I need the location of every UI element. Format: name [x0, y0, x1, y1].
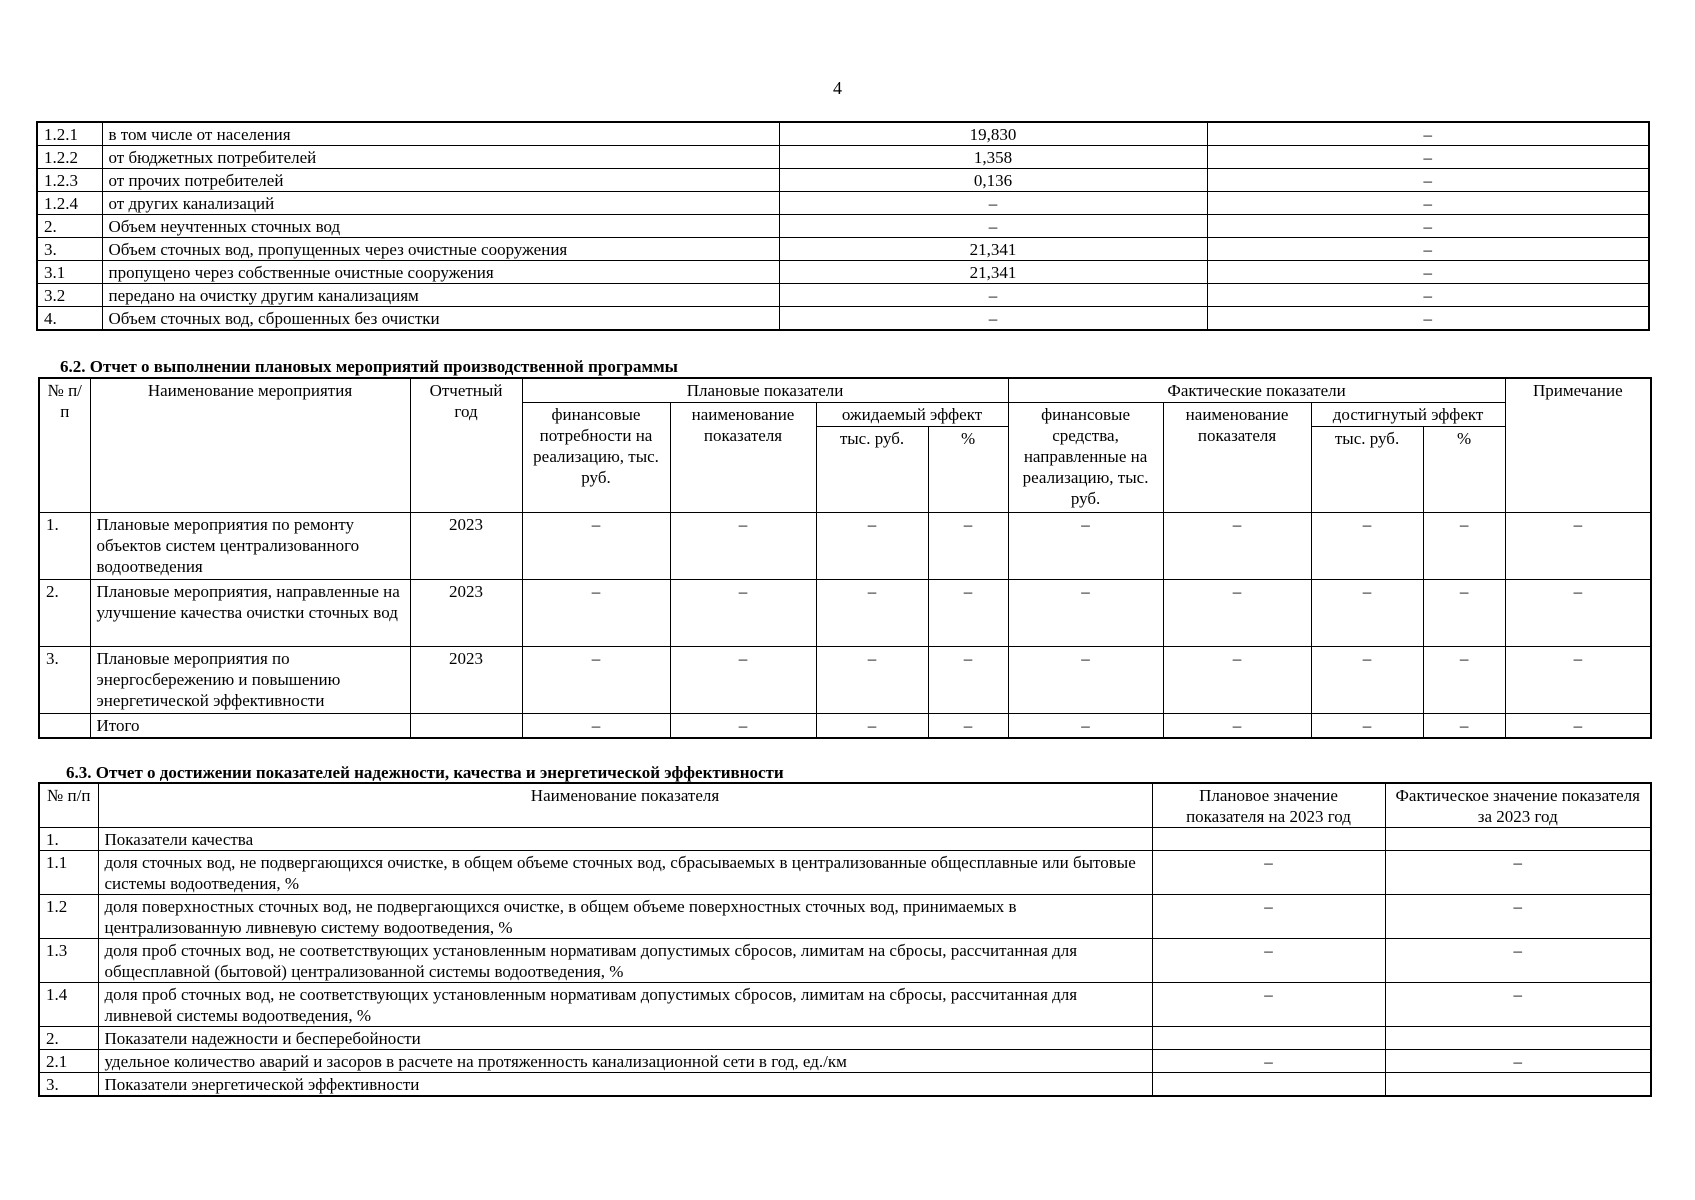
row-fact	[1385, 1027, 1651, 1050]
row-extra: –	[1207, 215, 1649, 238]
row-number: 1.2.3	[37, 169, 102, 192]
row-value: –	[522, 580, 670, 647]
row-value: –	[779, 215, 1207, 238]
row-year: 2023	[410, 580, 522, 647]
row-value: –	[816, 647, 928, 714]
table-row	[37, 146, 1649, 169]
table-row	[39, 580, 1651, 647]
row-name: от других канализаций	[102, 192, 779, 215]
row-number: 1.1	[39, 851, 98, 895]
note-header: Примечание	[1505, 378, 1651, 403]
row-value: –	[1423, 647, 1505, 714]
row-value: –	[1311, 580, 1423, 647]
total-value: –	[670, 714, 816, 739]
total-row	[39, 714, 1651, 739]
row-value: –	[1423, 513, 1505, 580]
table-row	[39, 1027, 1651, 1050]
row-name: доля поверхностных сточных вод, не подвергающихся очистке, в общем объеме поверхностных сточных вод, принимаемых в централизованную ливневую систему водоотведения, %	[98, 895, 1152, 939]
row-name: Показатели энергетической эффективности	[98, 1073, 1152, 1097]
fact-pct-header: %	[1423, 427, 1505, 513]
row-value: –	[522, 647, 670, 714]
table-row	[39, 513, 1651, 580]
row-fact	[1385, 1073, 1651, 1097]
row-name: Показатели качества	[98, 828, 1152, 851]
row-number: 1.2	[39, 895, 98, 939]
row-plan	[1152, 1027, 1385, 1050]
row-number: 2.1	[39, 1050, 98, 1073]
fact-rub-header: тыс. руб.	[1311, 427, 1423, 513]
row-name: в том числе от населения	[102, 122, 779, 146]
row-number: 1.	[39, 513, 90, 580]
row-number: 3.2	[37, 284, 102, 307]
row-value: –	[1008, 647, 1163, 714]
col-num-header: № п/п	[39, 783, 98, 828]
row-extra: –	[1207, 169, 1649, 192]
header-row-1	[39, 378, 1651, 403]
row-fact	[1385, 828, 1651, 851]
row-number: 1.2.1	[37, 122, 102, 146]
row-name: доля сточных вод, не подвергающихся очистке, в общем объеме сточных вод, сбрасываемых в централизованные общесплавные или бытовые системы водоотведения, %	[98, 851, 1152, 895]
row-value: –	[1311, 647, 1423, 714]
row-number: 1.2.4	[37, 192, 102, 215]
row-value: –	[670, 647, 816, 714]
table-row	[37, 192, 1649, 215]
note-empty-header	[1505, 403, 1651, 513]
row-value: –	[816, 580, 928, 647]
table-row	[37, 307, 1649, 331]
row-value: –	[928, 513, 1008, 580]
row-name: доля проб сточных вод, не соответствующих установленным нормативам допустимых сбросов, лимитам на сбросы, рассчитанная для общесплавной (бытовой) централизованной системы водоотведения, %	[98, 939, 1152, 983]
table-row	[39, 895, 1651, 939]
row-value: –	[928, 647, 1008, 714]
row-extra: –	[1207, 261, 1649, 284]
row-name: пропущено через собственные очистные сооружения	[102, 261, 779, 284]
row-number: 1.4	[39, 983, 98, 1027]
row-fact: –	[1385, 851, 1651, 895]
row-year: 2023	[410, 647, 522, 714]
page-number: 4	[833, 78, 842, 98]
total-value: –	[928, 714, 1008, 739]
row-number: 3.	[37, 238, 102, 261]
row-fact: –	[1385, 983, 1651, 1027]
row-plan: –	[1152, 939, 1385, 983]
row-value: –	[1163, 580, 1311, 647]
row-name: от бюджетных потребителей	[102, 146, 779, 169]
table-row	[39, 939, 1651, 983]
section-6-2-title: 6.2. Отчет о выполнении плановых мероприятий производственной программы	[60, 357, 678, 376]
indicators-table	[38, 782, 1652, 1097]
row-value: –	[1008, 580, 1163, 647]
planned-measures-table	[38, 377, 1652, 739]
row-value: –	[779, 284, 1207, 307]
table-row	[37, 284, 1649, 307]
total-number	[39, 714, 90, 739]
row-value: –	[1505, 580, 1651, 647]
row-value: –	[1163, 647, 1311, 714]
row-number: 2.	[39, 1027, 98, 1050]
row-plan: –	[1152, 1050, 1385, 1073]
plan-fin-header: финансовые потребности на реализацию, тыс. руб.	[522, 403, 670, 513]
header-row	[39, 783, 1651, 828]
row-name: Показатели надежности и бесперебойности	[98, 1027, 1152, 1050]
section-6-3-title: 6.3. Отчет о достижении показателей надежности, качества и энергетической эффективности	[66, 763, 784, 782]
row-value: 1,358	[779, 146, 1207, 169]
row-value: –	[1423, 580, 1505, 647]
table-row	[39, 983, 1651, 1027]
table-row	[37, 169, 1649, 192]
fact-header: Фактические показатели	[1008, 378, 1505, 403]
total-label: Итого	[90, 714, 410, 739]
row-number: 4.	[37, 307, 102, 331]
row-value: –	[1311, 513, 1423, 580]
row-plan: –	[1152, 895, 1385, 939]
row-number: 1.2.2	[37, 146, 102, 169]
row-value: –	[522, 513, 670, 580]
row-extra: –	[1207, 122, 1649, 146]
plan-rub-header: тыс. руб.	[816, 427, 928, 513]
table-row	[39, 1073, 1651, 1097]
row-value: 0,136	[779, 169, 1207, 192]
row-value: –	[779, 192, 1207, 215]
plan-pct-header: %	[928, 427, 1008, 513]
plan-header: Плановые показатели	[522, 378, 1008, 403]
row-plan: –	[1152, 851, 1385, 895]
row-number: 3.	[39, 1073, 98, 1097]
row-name: Плановые мероприятия, направленные на улучшение качества очистки сточных вод	[90, 580, 410, 647]
row-value: –	[779, 307, 1207, 331]
row-name: Объем сточных вод, пропущенных через очистные сооружения	[102, 238, 779, 261]
row-extra: –	[1207, 307, 1649, 331]
col-year-header: Отчетный год	[410, 378, 522, 513]
row-value: –	[816, 513, 928, 580]
fact-eff-header: достигнутый эффект	[1311, 403, 1505, 427]
row-plan	[1152, 828, 1385, 851]
row-fact: –	[1385, 939, 1651, 983]
row-extra: –	[1207, 238, 1649, 261]
total-value: –	[1008, 714, 1163, 739]
total-value: –	[1163, 714, 1311, 739]
table-row	[37, 261, 1649, 284]
table-row	[39, 647, 1651, 714]
row-name: Объем неучтенных сточных вод	[102, 215, 779, 238]
row-number: 3.1	[37, 261, 102, 284]
row-name: Плановые мероприятия по энергосбережению и повышению энергетической эффективности	[90, 647, 410, 714]
row-plan	[1152, 1073, 1385, 1097]
row-value: –	[670, 513, 816, 580]
row-number: 2.	[37, 215, 102, 238]
col-num-header: № п/п	[39, 378, 90, 513]
table-row	[37, 238, 1649, 261]
table-row	[37, 215, 1649, 238]
col-fact-header: Фактическое значение показателя за 2023 год	[1385, 783, 1651, 828]
row-fact: –	[1385, 1050, 1651, 1073]
plan-ind-header: наименование показателя	[670, 403, 816, 513]
table-row	[37, 122, 1649, 146]
row-value: 19,830	[779, 122, 1207, 146]
row-number: 1.	[39, 828, 98, 851]
row-fact: –	[1385, 895, 1651, 939]
table-row	[39, 828, 1651, 851]
row-value: 21,341	[779, 261, 1207, 284]
volume-table	[36, 121, 1650, 331]
row-name: от прочих потребителей	[102, 169, 779, 192]
row-name: доля проб сточных вод, не соответствующих установленным нормативам допустимых сбросов, лимитам на сбросы, рассчитанная для ливневой системы водоотведения, %	[98, 983, 1152, 1027]
total-value: –	[1423, 714, 1505, 739]
row-value: –	[1008, 513, 1163, 580]
total-value: –	[1311, 714, 1423, 739]
row-year: 2023	[410, 513, 522, 580]
total-year	[410, 714, 522, 739]
col-plan-header: Плановое значение показателя на 2023 год	[1152, 783, 1385, 828]
table-row	[39, 851, 1651, 895]
row-name: Объем сточных вод, сброшенных без очистки	[102, 307, 779, 331]
row-value: 21,341	[779, 238, 1207, 261]
row-extra: –	[1207, 284, 1649, 307]
row-value: –	[1505, 647, 1651, 714]
row-number: 2.	[39, 580, 90, 647]
col-name-header: Наименование показателя	[98, 783, 1152, 828]
col-name-header: Наименование мероприятия	[90, 378, 410, 513]
row-value: –	[1163, 513, 1311, 580]
row-name: Плановые мероприятия по ремонту объектов систем централизованного водоотведения	[90, 513, 410, 580]
row-name: удельное количество аварий и засоров в расчете на протяженность канализационной сети в год, ед./км	[98, 1050, 1152, 1073]
row-number: 1.3	[39, 939, 98, 983]
row-value: –	[928, 580, 1008, 647]
table-row	[39, 1050, 1651, 1073]
fact-ind-header: наименование показателя	[1163, 403, 1311, 513]
row-extra: –	[1207, 192, 1649, 215]
fact-fin-header: финансовые средства, направленные на реализацию, тыс. руб.	[1008, 403, 1163, 513]
row-plan: –	[1152, 983, 1385, 1027]
row-name: передано на очистку другим канализациям	[102, 284, 779, 307]
plan-eff-header: ожидаемый эффект	[816, 403, 1008, 427]
total-value: –	[1505, 714, 1651, 739]
row-value: –	[670, 580, 816, 647]
row-extra: –	[1207, 146, 1649, 169]
total-value: –	[816, 714, 928, 739]
row-value: –	[1505, 513, 1651, 580]
row-number: 3.	[39, 647, 90, 714]
total-value: –	[522, 714, 670, 739]
